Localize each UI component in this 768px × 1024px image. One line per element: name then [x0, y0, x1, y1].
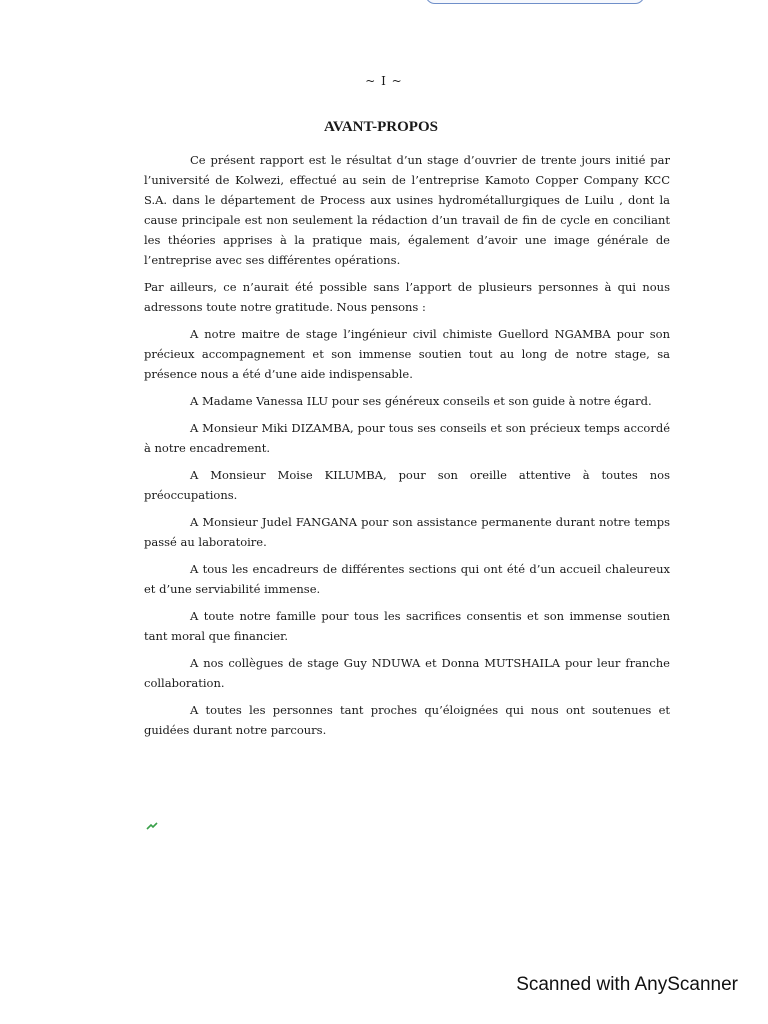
- document-body: [144, 150, 670, 747]
- paragraph-thanks: A Monsieur Judel FANGANA pour son assistance permanente durant notre temps passé au laboratoire.: [144, 515, 670, 549]
- broken-image-icon: [146, 822, 158, 830]
- paragraph-thanks: A Monsieur Moise KILUMBA, pour son oreille attentive à toutes nos préoccupations.: [144, 468, 670, 502]
- paragraph-thanks: A toute notre famille pour tous les sacrifices consentis et son immense soutien tant moral que financier.: [144, 609, 670, 643]
- paragraph-thanks: A tous les encadreurs de différentes sections qui ont été d’un accueil chaleureux et d’une serviabilité immense.: [144, 562, 670, 596]
- page-title: AVANT-PROPOS: [324, 119, 438, 135]
- paragraph-thanks: A nos collègues de stage Guy NDUWA et Donna MUTSHAILA pour leur franche collaboration.: [144, 656, 670, 690]
- top-tab-edge: [425, 0, 645, 4]
- page-number: ~ I ~: [365, 74, 403, 88]
- paragraph-thanks: A Madame Vanessa ILU pour ses généreux conseils et son guide à notre égard.: [190, 394, 652, 408]
- paragraph-gratitude: Par ailleurs, ce n’aurait été possible sans l’apport de plusieurs personnes à qui nous adressons toute notre gratitude. Nous pensons :: [144, 280, 670, 314]
- paragraph-intro: Ce présent rapport est le résultat d’un stage d’ouvrier de trente jours initié par l’université de Kolwezi, effectué au sein de l’entreprise Kamoto Copper Company KCC S.A. dans le département de Process aux usines hydrométallurgiques de Luilu , dont la cause principale est non seulement la rédaction d’un travail de fin de cycle en conciliant les théories apprises à la pratique mais, également d’avoir une image générale de l’entreprise avec ses différentes opérations.: [144, 153, 670, 267]
- scanner-watermark: Scanned with AnyScanner: [516, 974, 738, 995]
- paragraph-thanks: A Monsieur Miki DIZAMBA, pour tous ses conseils et son précieux temps accordé à notre encadrement.: [144, 421, 670, 455]
- paragraph-thanks: A toutes les personnes tant proches qu’éloignées qui nous ont soutenues et guidées durant notre parcours.: [144, 703, 670, 737]
- paragraph-thanks: A notre maitre de stage l’ingénieur civil chimiste Guellord NGAMBA pour son précieux accompagnement et son immense soutien tout au long de notre stage, sa présence nous a été d’une aide indispensable.: [144, 327, 670, 381]
